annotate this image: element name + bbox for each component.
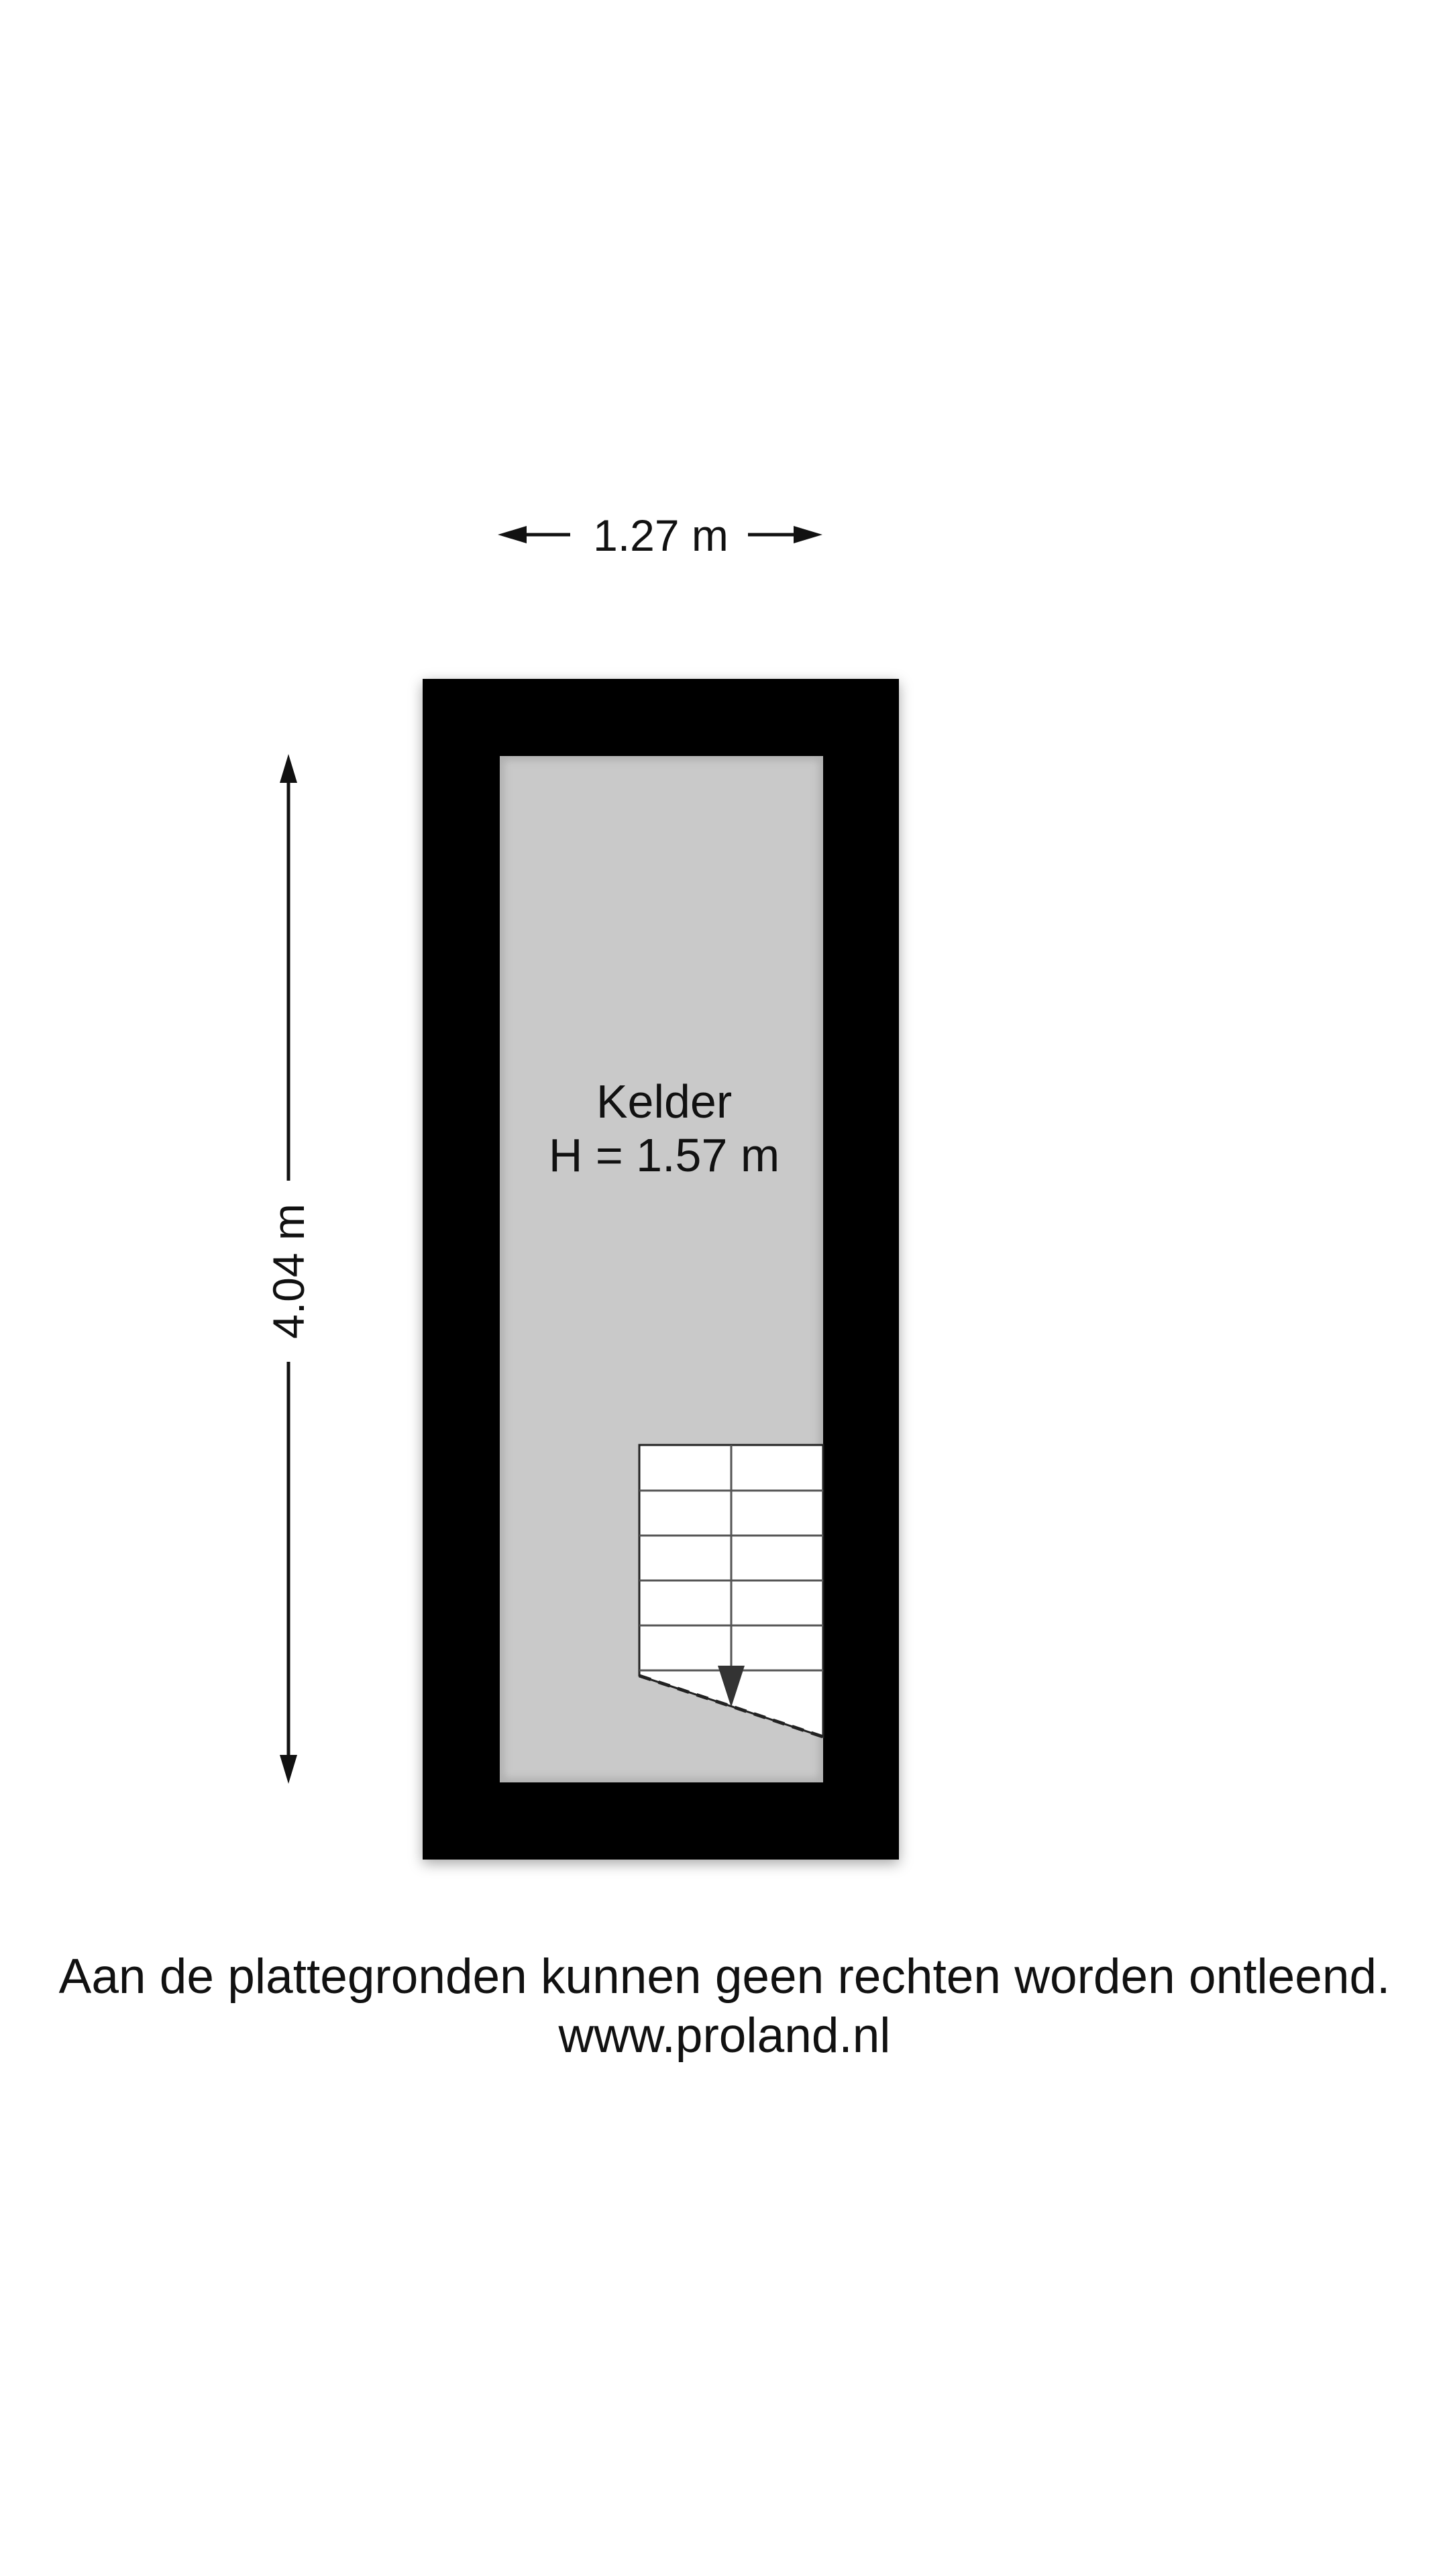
room-height: H = 1.57 m <box>548 1129 780 1181</box>
width-arrowhead-right <box>794 526 822 543</box>
disclaimer-text: Aan de plattegronden kunnen geen rechten worden ontleend. <box>58 1949 1391 2004</box>
website-link[interactable]: www.proland.nl <box>558 2008 891 2063</box>
length-dimension <box>264 754 313 1784</box>
width-arrowhead-left <box>498 526 527 543</box>
length-arrowhead-top <box>280 754 297 783</box>
width-label: 1.27 m <box>593 511 729 560</box>
length-arrowhead-bottom <box>280 1755 297 1784</box>
width-dimension <box>498 511 822 560</box>
length-label: 4.04 m <box>264 1203 313 1339</box>
room-name: Kelder <box>596 1075 733 1128</box>
